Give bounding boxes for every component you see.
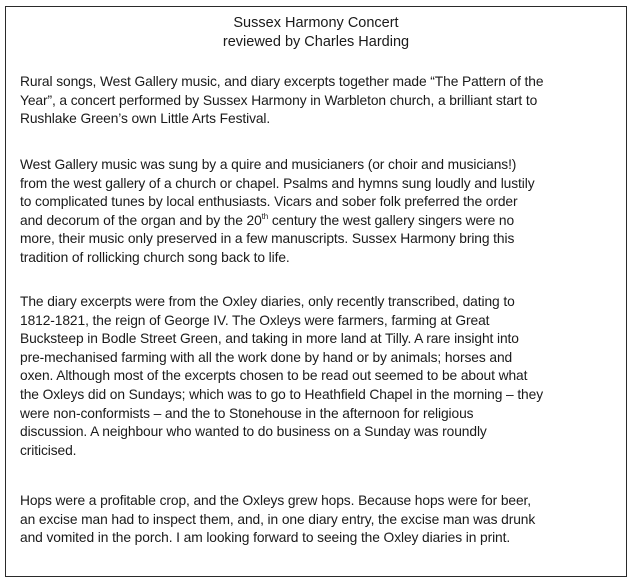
- paragraph-intro: [20, 73, 620, 129]
- text-line: Year”, a concert performed by Sussex Harmony in Warbleton church, a brilliant start to: [20, 92, 538, 108]
- text-line: 1812-1821, the reign of George IV. The Oxleys were farmers, farming at Great: [20, 312, 490, 328]
- text-line: an excise man had to inspect them, and, in one diary entry, the excise man was drunk: [20, 511, 536, 527]
- ordinal-superscript: th: [261, 211, 269, 221]
- text-line: Bucksteep in Bodle Street Green, and taking in more land at Tilly. A rare insight into: [20, 331, 519, 347]
- text-line: Rural songs, West Gallery music, and diary excerpts together made “The Pattern of the: [20, 74, 544, 89]
- article-title: Sussex Harmony Concert: [233, 15, 399, 31]
- text-line: Hops were a profitable crop, and the Oxleys grew hops. Because hops were for beer,: [20, 493, 532, 508]
- paragraph-oxley-diaries: [20, 293, 620, 460]
- text-line: were non-conformists – and the to Stonehouse in the afternoon for religious: [20, 405, 474, 421]
- text-line: the Oxleys did on Sundays; which was to go to Heathfield Chapel in the morning – they: [20, 386, 543, 402]
- paragraph-hops: [20, 492, 620, 548]
- text-line: from the west gallery of a church or chapel. Psalms and hymns sung loudly and lustily: [20, 175, 535, 191]
- text-line: [20, 212, 620, 231]
- text-line: The diary excerpts were from the Oxley diaries, only recently transcribed, dating to: [20, 294, 515, 309]
- text-line: criticised.: [20, 442, 77, 458]
- text-segment: century the west gallery singers were no: [268, 212, 515, 228]
- article-box: [5, 6, 627, 577]
- text-line: discussion. A neighbour who wanted to do business on a Sunday was roundly: [20, 424, 487, 440]
- text-line: tradition of rollicking church song back to life.: [20, 249, 290, 265]
- text-line: Rushlake Green’s own Little Arts Festival.: [20, 111, 271, 127]
- article-byline: reviewed by Charles Harding: [222, 34, 410, 50]
- text-line: West Gallery music was sung by a quire and musicianers (or choir and musicians!): [20, 157, 517, 172]
- text-line: more, their music only preserved in a few manuscripts. Sussex Harmony bring this: [20, 231, 515, 247]
- text-segment: and decorum of the organ and by the 20: [20, 212, 262, 228]
- text-line: and vomited in the porch. I am looking forward to seeing the Oxley diaries in print.: [20, 530, 511, 546]
- text-line: to complicated tunes by local enthusiasts. Vicars and sober folk preferred the order: [20, 194, 518, 210]
- paragraph-west-gallery: [20, 156, 620, 268]
- article-header: [6, 14, 626, 52]
- text-line: oxen. Although most of the excerpts chosen to be read out seemed to be about what: [20, 368, 528, 384]
- text-line: pre-mechanised farming with all the work done by hand or by animals; horses and: [20, 349, 513, 365]
